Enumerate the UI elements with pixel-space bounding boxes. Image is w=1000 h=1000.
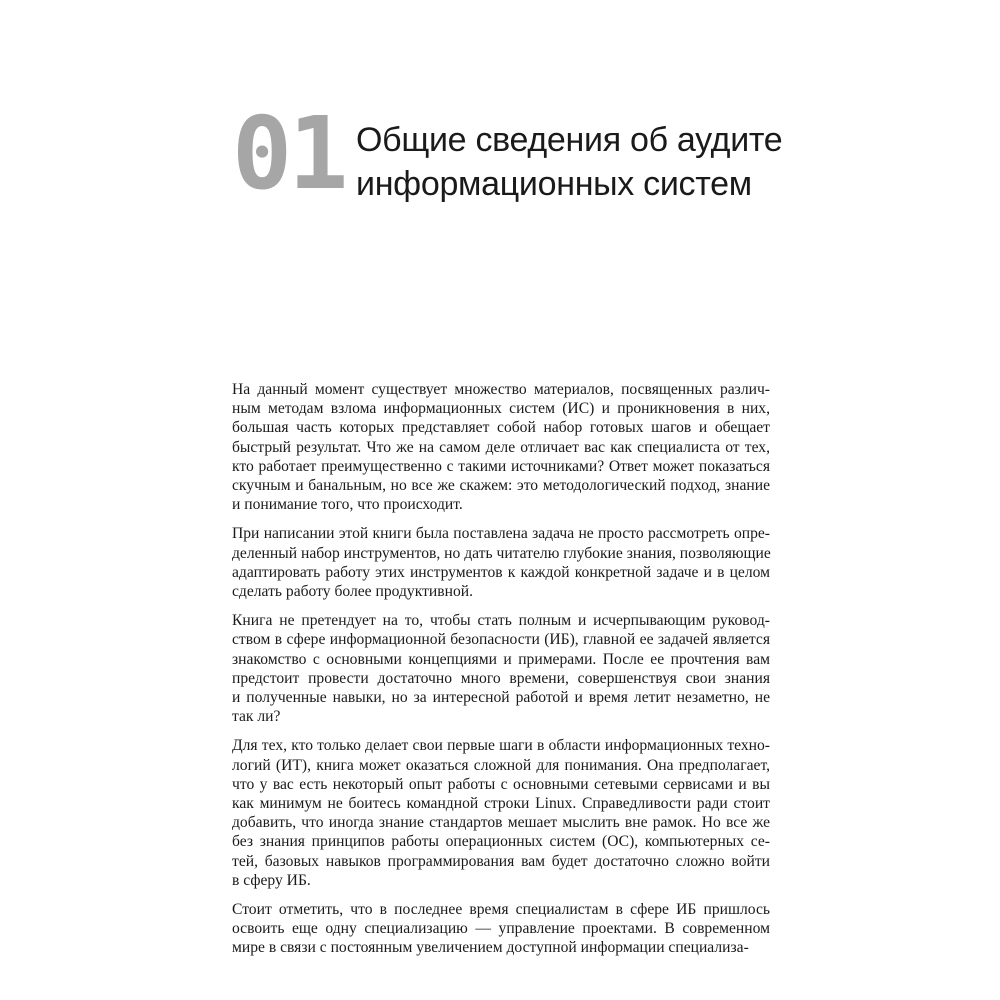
text-line: Стоит отметить, что в последнее время специалистам в сфере ИБ пришлось <box>232 901 770 919</box>
text-line: ством в сфере информационной безопасности (ИБ), главной ее задачей является <box>232 631 770 649</box>
paragraph <box>232 524 770 601</box>
text-line: что у вас есть некоторый опыт работы с основными сетевыми сервисами и вы <box>232 775 770 793</box>
text-line: скучным и банальным, но все же скажем: это методологический подход, знание <box>232 477 770 495</box>
paragraph <box>232 900 770 958</box>
text-line: большая часть которых представляет собой набор готовых шагов и обещает <box>232 419 770 437</box>
text-line: добавить, что иногда знание стандартов мешает мыслить вне рамок. Но все же <box>232 814 770 832</box>
paragraph <box>232 380 770 514</box>
chapter-title <box>356 118 796 206</box>
text-line: тей, базовых навыков программирования вам будет достаточно сложно войти <box>232 852 770 870</box>
chapter-number: 01 <box>232 95 345 212</box>
text-line: логий (ИТ), книга может оказаться сложной для понимания. Она предполагает, <box>232 756 770 774</box>
text-line: мире в связи с постоянным увеличением доступной информации специализа- <box>232 939 749 957</box>
text-line: деленный набор инструментов, но дать читателю глубокие знания, позволяющие <box>232 544 771 562</box>
chapter-title-line: информационных систем <box>356 165 752 203</box>
text-line: Книга не претендует на то, чтобы стать полным и исчерпывающим руковод- <box>232 612 770 630</box>
text-line: ным методам взлома информационных систем (ИС) и проникновения в них, <box>232 400 770 418</box>
body-text <box>232 380 770 968</box>
text-line: как минимум не боитесь командной строки Linux. Справедливости ради стоит <box>232 795 770 813</box>
paragraph <box>232 611 770 726</box>
text-line: в сферу ИБ. <box>232 871 311 889</box>
text-line: и понимание того, что происходит. <box>232 496 463 514</box>
text-line: На данный момент существует множество материалов, посвященных различ- <box>232 381 770 398</box>
text-line: Для тех, кто только делает свои первые шаги в области информационных техно- <box>232 737 770 755</box>
text-line: При написании этой книги была поставлена задача не просто рассмотреть опре- <box>232 525 770 543</box>
text-line: быстрый результат. Что же на самом деле отличает вас как специалиста от тех, <box>232 438 770 456</box>
text-line: и полученные навыки, но за интересной работой и время летит незаметно, не <box>232 689 770 707</box>
text-line: без знания принципов работы операционных систем (ОС), компьютерных се- <box>232 833 770 851</box>
text-line: кто работает преимущественно с такими источниками? Ответ может показаться <box>232 457 770 475</box>
paragraph <box>232 736 770 890</box>
chapter-title-line: Общие сведения об аудите <box>356 121 783 159</box>
text-line: знакомство с основными концепциями и примерами. После ее прочтения вам <box>232 650 770 668</box>
text-line: освоить еще одну специализацию — управление проектами. В современном <box>232 920 770 938</box>
text-line: адаптировать работу этих инструментов к каждой конкретной задаче и в целом <box>232 563 770 581</box>
text-line: предстоит провести достаточно много времени, совершенствуя свои знания <box>232 669 770 687</box>
text-line: сделать работу более продуктивной. <box>232 583 473 601</box>
text-line: так ли? <box>232 708 281 726</box>
